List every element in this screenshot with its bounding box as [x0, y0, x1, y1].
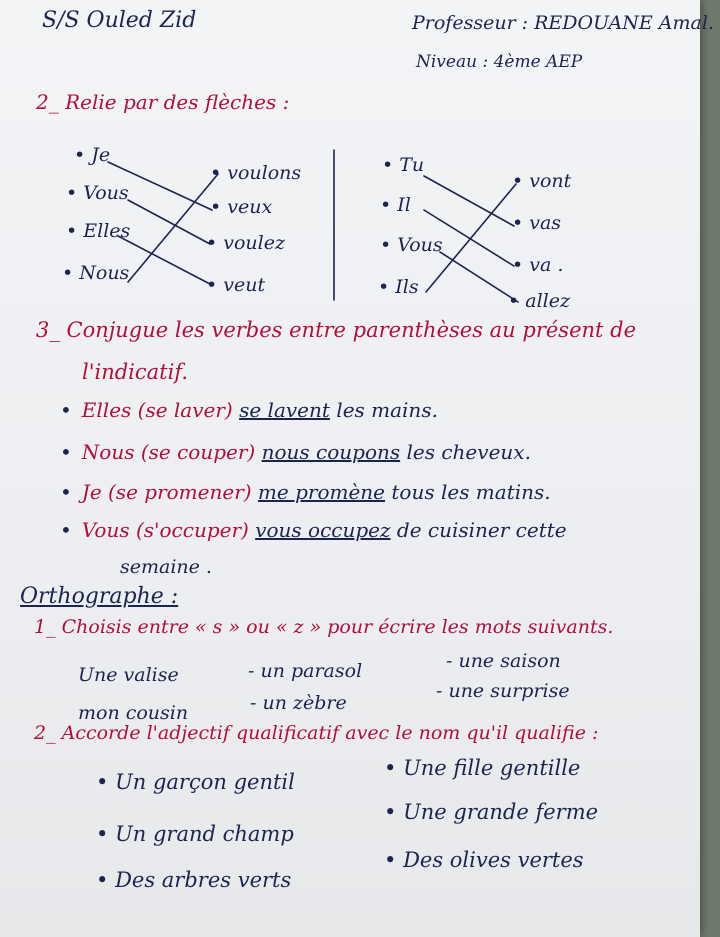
pronoun-ils: • Ils — [378, 276, 419, 298]
verb-vas: • vas — [512, 212, 561, 234]
item-2-answer: nous coupons — [261, 440, 401, 464]
arrow-vous-voulez — [128, 200, 210, 244]
pronoun-il: • Il — [380, 194, 411, 216]
verb-allez: • allez — [508, 290, 570, 312]
word-saison: - une saison — [446, 650, 561, 672]
word-surprise: - une surprise — [436, 680, 570, 702]
orthographe-ex2-title: 2_ Accorde l'adjectif qualificatif avec le nom qu'il qualifie : — [34, 722, 599, 744]
conjugation-item-4: • Vous (s'occuper) vous occupez de cuisiner cette — [60, 518, 567, 542]
verb-voulez: • voulez — [206, 232, 285, 254]
conjugation-item-3: • Je (se promener) me promène tous les matins. — [60, 480, 551, 504]
pronoun-nous: • Nous — [62, 262, 129, 284]
word-valise: Une valise — [78, 664, 179, 686]
matching-arrows — [0, 0, 700, 340]
verb-vont: • vont — [512, 170, 571, 192]
arrow-ils-vont — [426, 184, 516, 292]
adj-item-5: • Des arbres verts — [96, 868, 291, 892]
verb-veut: • veut — [206, 274, 265, 296]
pronoun-vous-2: • Vous — [380, 234, 443, 256]
word-cousin: mon cousin — [78, 702, 189, 724]
adj-item-4: • Une grande ferme — [384, 800, 598, 824]
verb-veux: • veux — [210, 196, 272, 218]
item-3-rest: tous les matins. — [391, 480, 551, 504]
item-2-rest: les cheveux. — [406, 440, 531, 464]
arrow-vous-allez — [440, 252, 518, 302]
verb-va: • va . — [512, 254, 563, 276]
teacher-name: Professeur : REDOUANE Amal. — [412, 12, 714, 34]
orthographe-title: Orthographe : — [20, 584, 179, 609]
conjugation-item-2: • Nous (se couper) nous coupons les cheveux. — [60, 440, 531, 464]
pronoun-tu: • Tu — [382, 154, 424, 176]
item-4-rest: de cuisiner cette — [396, 518, 567, 542]
arrow-nous-voulons — [128, 174, 218, 282]
school-name: S/S Ouled Zid — [42, 8, 197, 33]
adj-item-2: • Une fille gentille — [384, 756, 580, 780]
item-4-lead: Vous (s'occuper) — [81, 518, 249, 542]
orthographe-ex1-title: 1_ Choisis entre « s » ou « z » pour écrire les mots suivants. — [34, 616, 614, 638]
arrow-je-veux — [108, 162, 212, 210]
exercise-2-title: 2_ Relie par des flèches : — [36, 90, 290, 114]
exercise-3-title: 3_ Conjugue les verbes entre parenthèses au présent de — [36, 318, 637, 342]
word-zebre: - un zèbre — [250, 692, 347, 714]
item-1-answer: se lavent — [239, 398, 330, 422]
item-4-answer: vous occupez — [255, 518, 391, 542]
item-3-answer: me promène — [257, 480, 386, 504]
adj-item-6: • Des olives vertes — [384, 848, 584, 872]
item-2-lead: Nous (se couper) — [81, 440, 256, 464]
item-1-rest: les mains. — [336, 398, 438, 422]
verb-voulons: • voulons — [210, 162, 301, 184]
pronoun-elles: • Elles — [66, 220, 130, 242]
adj-item-1: • Un garçon gentil — [96, 770, 295, 794]
pronoun-vous: • Vous — [66, 182, 129, 204]
exercise-3-title-cont: l'indicatif. — [82, 360, 189, 384]
conjugation-continuation: semaine . — [120, 556, 212, 578]
pronoun-je: • Je — [74, 144, 110, 166]
item-1-lead: Elles (se laver) — [81, 398, 233, 422]
class-level: Niveau : 4ème AEP — [416, 52, 583, 72]
item-3-lead: Je (se promener) — [81, 480, 252, 504]
word-parasol: - un parasol — [248, 660, 363, 682]
conjugation-item-1: • Elles (se laver) se lavent les mains. — [60, 398, 438, 422]
adj-item-3: • Un grand champ — [96, 822, 294, 846]
